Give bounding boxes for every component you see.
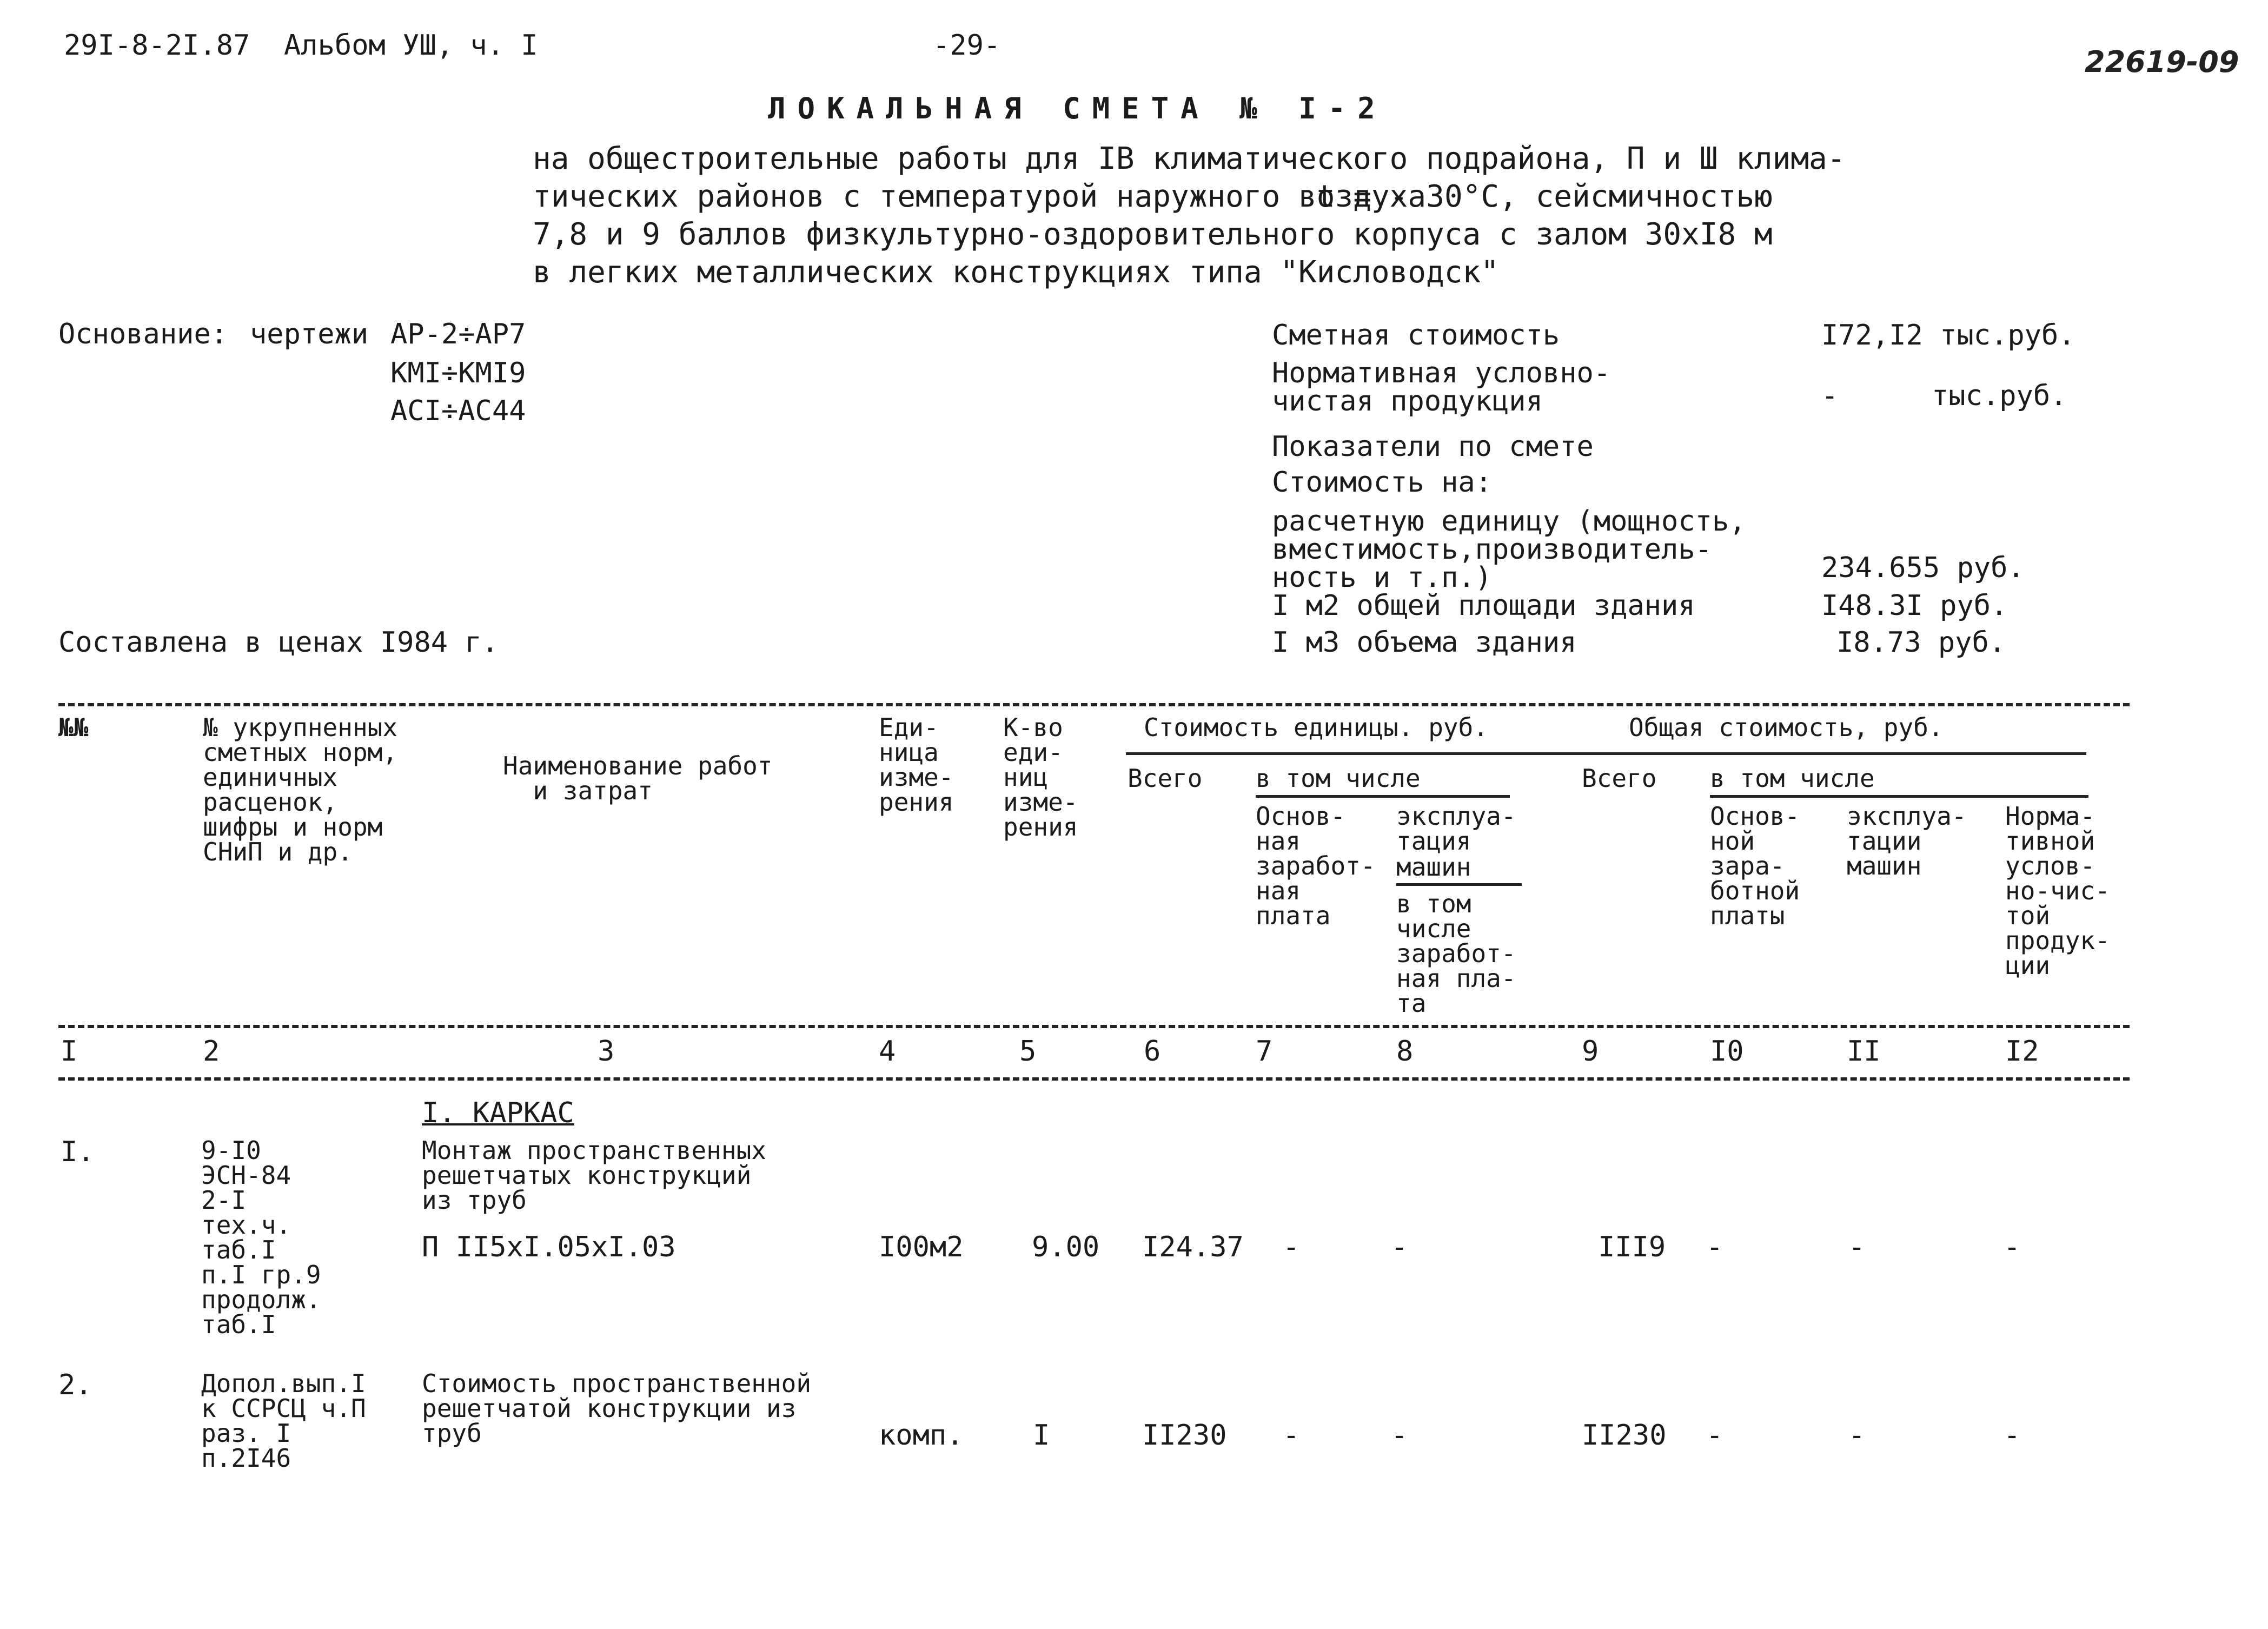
row-2-unit-total: II230	[1142, 1419, 1227, 1452]
row-2-unit-machines: -	[1391, 1419, 1408, 1452]
handwritten-number: 22619-09	[2085, 45, 2239, 79]
row-2-name: Стоимость пространственной решетчатой конструкции из труб	[422, 1369, 812, 1448]
row-1-unit: I00м2	[879, 1231, 964, 1263]
col-header-codes: № укрупненных сметных норм, единичных расценок, шифры и норм СНиП и др.	[203, 713, 398, 866]
calc-unit-value: 234.655 руб.	[1821, 552, 2025, 584]
table-top-rule	[58, 703, 2130, 706]
description-line-2: тических районов с температурой наружного воздуха	[533, 179, 1427, 214]
row-2-unit: комп.	[879, 1419, 964, 1452]
col-header-unit-total: Всего	[1128, 764, 1203, 793]
row-1-total-wage: -	[1706, 1231, 1723, 1263]
row-1-unit-machines: -	[1391, 1231, 1408, 1263]
row-1-no: I.	[61, 1136, 95, 1168]
row-1-total: III9	[1598, 1231, 1666, 1263]
col-header-total-machines: эксплуа- тации машин	[1847, 802, 1967, 880]
col-header-total-wage: Основ- ной зара- ботной платы	[1710, 802, 1800, 930]
row-2-no: 2.	[58, 1369, 92, 1401]
col-header-incl-1: в том числе	[1256, 764, 1421, 793]
m3-value: I8.73 руб.	[1836, 626, 2006, 659]
row-2-total-wage: -	[1706, 1419, 1723, 1452]
basis-drawing-3: АСI÷АС44	[390, 395, 526, 427]
col-header-incl-2: в том числе	[1710, 764, 1875, 793]
total-cost-group-header: Общая стоимость, руб.	[1629, 713, 1944, 742]
row-1-total-machines: -	[1848, 1231, 1866, 1263]
col-header-unit-wage: Основ- ная заработ- ная плата	[1256, 802, 1376, 930]
row-2-code: Допол.вып.I к ССРСЦ ч.П раз. I п.2I46	[201, 1369, 366, 1473]
col-numbers-rule	[58, 1077, 2130, 1081]
m2-label: I м2 общей площади здания	[1272, 590, 1695, 622]
col-header-unit: Еди- ница изме- рения	[879, 713, 954, 817]
album-label: Альбом УШ, ч. I	[284, 29, 538, 62]
normative-unit: тыс.руб.	[1932, 380, 2067, 412]
basis-label: Основание:	[58, 318, 228, 350]
incl-2-underline	[1710, 795, 2088, 798]
col-number: 3	[598, 1035, 615, 1068]
normative-label: Нормативная условно- чистая продукция	[1272, 357, 1611, 418]
basis-drawing-1: АР-2÷АР7	[390, 318, 526, 350]
estimated-cost-value: I72,I2 тыс.руб.	[1821, 319, 2075, 352]
row-2-total-normative: -	[2004, 1419, 2021, 1452]
page-number: -29-	[933, 29, 1001, 62]
col-number: 9	[1582, 1035, 1599, 1068]
row-1-code: 9-I0 ЭСН-84 2-I тех.ч. таб.I п.I гр.9 продолж. таб.I	[201, 1136, 321, 1339]
basis-drawing-2: КМI÷КМI9	[390, 357, 526, 389]
col-header-machines-word: машин	[1396, 852, 1471, 882]
col-header-no: №№	[58, 713, 89, 742]
basis-drawings-label: чертежи	[250, 318, 369, 350]
col-number: I2	[2005, 1035, 2039, 1068]
row-2-total: II230	[1582, 1419, 1667, 1452]
col-number: I0	[1710, 1035, 1744, 1068]
col-number: 8	[1396, 1035, 1414, 1068]
m3-label: I м3 объема здания	[1272, 626, 1577, 659]
description-line-3: 7,8 и 9 баллов физкультурно-оздоровительного корпуса с залом 30хI8 м	[533, 217, 1773, 252]
row-1-qty: 9.00	[1032, 1231, 1100, 1263]
col-header-unit-machines-wage: в том числе заработ- ная пла- та	[1396, 889, 1516, 1018]
row-2-total-machines: -	[1848, 1419, 1866, 1452]
indicators-label: Показатели по смете	[1272, 431, 1594, 463]
calc-unit-label: расчетную единицу (мощность, вместимость,производитель- ность и т.п.)	[1272, 505, 1746, 594]
col-number: 5	[1019, 1035, 1037, 1068]
col-header-qty: К-во еди- ниц изме- рения	[1003, 713, 1078, 842]
row-1-unit-total: I24.37	[1142, 1231, 1244, 1263]
section-title: I. КАРКАС	[422, 1097, 574, 1129]
document-title: ЛОКАЛЬНАЯ СМЕТА № I-2	[768, 91, 1387, 125]
col-header-unit-machines: эксплуа- тация	[1396, 802, 1516, 856]
row-2-qty: I	[1033, 1419, 1050, 1452]
description-line-2-end: t = - 30°С, сейсмичностью	[1317, 179, 1773, 214]
col-header-total-normative: Норма- тивной услов- но-чис- той продук- ции	[2005, 802, 2110, 980]
col-number: 2	[203, 1035, 220, 1068]
row-1-name: Монтаж пространственных решетчатых конструкций из труб	[422, 1136, 766, 1215]
machines-underline	[1396, 883, 1522, 886]
col-header-total: Всего	[1582, 764, 1657, 793]
col-number: I	[61, 1035, 78, 1068]
description-line-1: на общестроительные работы для IВ климатического подрайона, П и Ш клима-	[533, 141, 1846, 176]
estimated-cost-label: Сметная стоимость	[1272, 319, 1560, 352]
description-line-4: в легких металлических конструкциях типа "Кисловодск"	[533, 255, 1499, 290]
m2-value: I48.3I руб.	[1821, 590, 2008, 622]
col-number: 7	[1256, 1035, 1273, 1068]
col-number: II	[1847, 1035, 1881, 1068]
row-2-unit-wage: -	[1283, 1419, 1300, 1452]
prices-note: Составлена в ценах I984 г.	[58, 626, 499, 659]
document-code: 29I-8-2I.87	[64, 29, 250, 62]
header-bottom-rule	[58, 1025, 2130, 1028]
col-number: 6	[1144, 1035, 1161, 1068]
unit-cost-group-header: Стоимость единицы. руб.	[1144, 713, 1488, 742]
cost-for-label: Стоимость на:	[1272, 466, 1492, 499]
col-number: 4	[879, 1035, 896, 1068]
incl-1-underline	[1256, 795, 1510, 798]
row-1-formula: П II5хI.05хI.03	[422, 1231, 676, 1263]
total-cost-group-rule	[1582, 752, 2086, 755]
row-1-total-normative: -	[2004, 1231, 2021, 1263]
row-1-unit-wage: -	[1283, 1231, 1300, 1263]
normative-dash: -	[1821, 380, 1839, 412]
col-header-name: Наименование работ и затрат	[503, 751, 773, 805]
